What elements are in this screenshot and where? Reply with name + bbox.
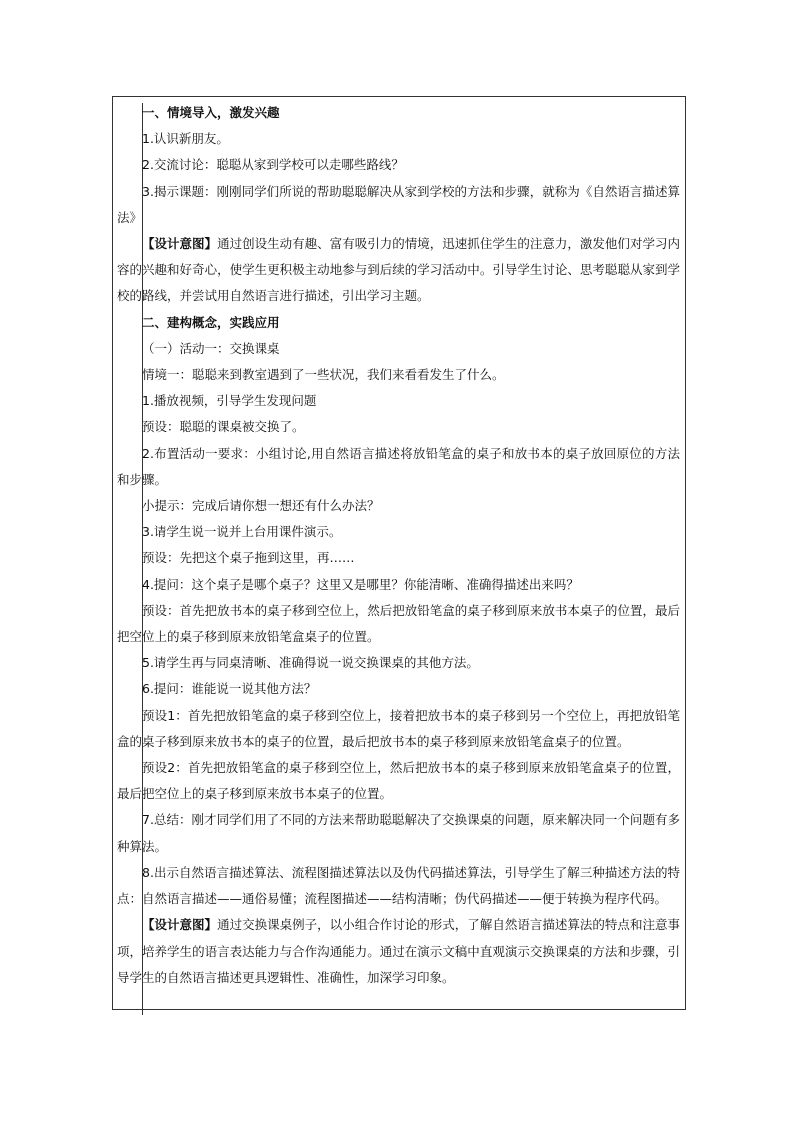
paragraph: 预设：聪聪的课桌被交换了。 xyxy=(142,419,305,435)
paragraph: 预设：先把这个桌子拖到这里，再…… xyxy=(142,550,355,566)
paragraph: 3.请学生说一说并上台用课件演示。 xyxy=(142,524,342,540)
design-intent-text: 通过交换课桌例子，以小组合作讨论的形式，了解自然语言描述算法的特点和注意事项，培养学生的语言表达能力与合作沟通能力。通过在演示文稿中直观演示交换课桌的方法和步骤，引导学生的自然语言描述更具逻辑性、准确性，加深学习印象。 xyxy=(117,917,680,985)
section-heading-2: 二、建构概念，实践应用 xyxy=(142,314,280,330)
paragraph: 6.提问：谁能说一说其他方法？ xyxy=(142,681,317,697)
paragraph: 4.提问：这个桌子是哪个桌子？这里又是哪里？你能清晰、准确得描述出来吗？ xyxy=(142,576,579,592)
paragraph: 7.总结：刚才同学们用了不同的方法来帮助聪聪解决了交换课桌的问题，原来解决同一个问题有多种算法。 xyxy=(117,812,680,854)
lesson-content xyxy=(117,100,680,991)
paragraph: 1.认识新朋友。 xyxy=(142,131,229,147)
paragraph: 2.交流讨论：聪聪从家到学校可以走哪些路线？ xyxy=(142,157,404,173)
paragraph: 2.布置活动一要求：小组讨论,用自然语言描述将放铅笔盒的桌子和放书本的桌子放回原位的方法和步骤。 xyxy=(117,445,680,487)
paragraph: 5.请学生再与同桌清晰、准确得说一说交换课桌的其他方法。 xyxy=(142,655,479,671)
paragraph: 预设2：首先把放铅笔盒的桌子移到空位上，然后把放书本的桌子移到原来放铅笔盒桌子的位置，最后把空位上的桌子移到原来放书本桌子的位置。 xyxy=(117,760,680,802)
paragraph: 情境一：聪聪来到教室遇到了一些状况，我们来看看发生了什么。 xyxy=(142,367,505,383)
design-intent-text: 通过创设生动有趣、富有吸引力的情境，迅速抓住学生的注意力，激发他们对学习内容的兴趣和好奇心，使学生更积极主动地参与到后续的学习活动中。引导学生讨论、思考聪聪从家到学校的路线，并尝试用自然语言进行描述，引出学习主题。 xyxy=(117,236,680,304)
paragraph: （一）活动一：交换课桌 xyxy=(142,340,280,356)
paragraph: 1.播放视频，引导学生发现问题 xyxy=(142,393,317,409)
design-intent-label: 【设计意图】 xyxy=(142,236,218,252)
design-intent-label: 【设计意图】 xyxy=(142,917,218,933)
paragraph: 预设：首先把放书本的桌子移到空位上，然后把放铅笔盒的桌子移到原来放书本桌子的位置，最后把空位上的桌子移到原来放铅笔盒桌子的位置。 xyxy=(117,602,680,645)
paragraph: 3.揭示课题：刚刚同学们所说的帮助聪聪解决从家到学校的方法和步骤，就称为《自然语言描述算法》 xyxy=(117,183,680,225)
paragraph: 小提示：完成后请你想一想还有什么办法？ xyxy=(142,498,380,514)
paragraph: 8.出示自然语言描述算法、流程图描述算法以及伪代码描述算法，引导学生了解三种描述方法的特点：自然语言描述——通俗易懂；流程图描述——结构清晰；伪代码描述——便于转换为程序代码。 xyxy=(117,864,680,907)
design-intent-1 xyxy=(117,231,680,310)
paragraph: 预设1：首先把放铅笔盒的桌子移到空位上，接着把放书本的桌子移到另一个空位上，再把放铅笔盒的桌子移到原来放书本的桌子的位置，最后把放书本的桌子移到原来放铅笔盒桌子的位置。 xyxy=(117,707,680,749)
design-intent-2 xyxy=(117,912,680,991)
section-heading-1: 一、情境导入，激发兴趣 xyxy=(142,105,280,120)
